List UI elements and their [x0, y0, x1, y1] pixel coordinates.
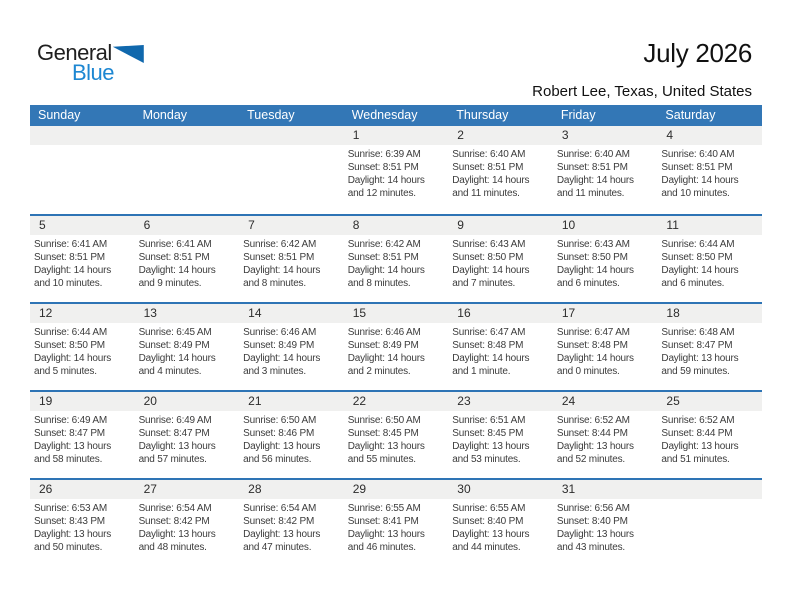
weekday-monday: Monday: [142, 108, 188, 122]
day-details: [657, 499, 762, 502]
day-number: 10: [553, 216, 658, 235]
day-number: 26: [30, 480, 135, 499]
day-number: 27: [135, 480, 240, 499]
week-row: [30, 478, 762, 566]
detail-line: and 57 minutes.: [138, 454, 207, 465]
weekday-tuesday: Tuesday: [247, 108, 295, 122]
calendar-day-cell: [135, 480, 240, 566]
day-number: [657, 480, 762, 499]
calendar-empty-cell: [30, 126, 135, 214]
day-number: 28: [239, 480, 344, 499]
detail-line: Daylight: 14 hours: [452, 265, 530, 276]
detail-line: Sunrise: 6:42 AM: [243, 239, 317, 250]
weekday-wednesday: Wednesday: [351, 108, 418, 122]
detail-line: Daylight: 13 hours: [661, 353, 739, 364]
calendar-day-cell: [657, 392, 762, 478]
detail-line: Sunset: 8:47 PM: [138, 428, 210, 439]
detail-line: Sunset: 8:41 PM: [347, 516, 419, 527]
detail-line: Sunset: 8:40 PM: [452, 516, 524, 527]
calendar-day-cell: [448, 304, 553, 390]
day-number: 8: [344, 216, 449, 235]
page-subtitle: Robert Lee, Texas, United States: [532, 83, 752, 100]
detail-line: Daylight: 13 hours: [138, 529, 216, 540]
day-details: [344, 145, 449, 200]
calendar-empty-cell: [657, 480, 762, 566]
detail-line: and 2 minutes.: [347, 366, 411, 377]
detail-line: Sunrise: 6:49 AM: [138, 415, 212, 426]
detail-line: and 43 minutes.: [556, 542, 626, 553]
day-details: [448, 235, 553, 290]
detail-line: and 11 minutes.: [452, 188, 520, 199]
day-number: 13: [135, 304, 240, 323]
calendar-day-cell: [657, 304, 762, 390]
detail-line: Daylight: 13 hours: [34, 441, 112, 452]
detail-line: Sunset: 8:50 PM: [34, 340, 105, 351]
calendar-day-cell: [135, 304, 240, 390]
detail-line: Sunset: 8:42 PM: [138, 516, 210, 527]
day-number: 1: [344, 126, 449, 145]
calendar-day-cell: [448, 480, 553, 566]
detail-line: Sunset: 8:48 PM: [452, 340, 524, 351]
day-number: [135, 126, 240, 145]
detail-line: Sunrise: 6:43 AM: [452, 239, 526, 250]
detail-line: Daylight: 13 hours: [452, 441, 530, 452]
calendar-day-cell: [448, 216, 553, 302]
detail-line: Sunset: 8:44 PM: [556, 428, 628, 439]
detail-line: and 55 minutes.: [347, 454, 416, 465]
logo-word-blue: Blue: [72, 60, 115, 85]
detail-line: Sunrise: 6:43 AM: [556, 239, 630, 250]
day-details: [344, 411, 449, 466]
day-number: 5: [30, 216, 135, 235]
detail-line: and 48 minutes.: [138, 542, 207, 553]
detail-line: Daylight: 14 hours: [347, 265, 425, 276]
day-details: [30, 323, 135, 378]
detail-line: Sunset: 8:51 PM: [138, 252, 210, 263]
day-details: [30, 235, 135, 290]
calendar-day-cell: [239, 392, 344, 478]
detail-line: Daylight: 14 hours: [243, 265, 321, 276]
detail-line: Sunrise: 6:42 AM: [347, 239, 421, 250]
detail-line: Sunrise: 6:55 AM: [452, 503, 526, 514]
day-details: [239, 411, 344, 466]
calendar-day-cell: [344, 304, 449, 390]
detail-line: and 12 minutes.: [347, 188, 416, 199]
day-details: [30, 499, 135, 554]
detail-line: Sunrise: 6:40 AM: [661, 149, 735, 160]
calendar-day-cell: [239, 480, 344, 566]
calendar-day-cell: [448, 392, 553, 478]
calendar-day-cell: [344, 480, 449, 566]
day-number: 29: [344, 480, 449, 499]
detail-line: Sunrise: 6:48 AM: [661, 327, 735, 338]
detail-line: Daylight: 13 hours: [452, 529, 530, 540]
detail-line: Sunrise: 6:55 AM: [347, 503, 421, 514]
detail-line: Sunset: 8:46 PM: [243, 428, 315, 439]
day-details: [657, 411, 762, 466]
detail-line: and 46 minutes.: [347, 542, 416, 553]
day-number: 6: [135, 216, 240, 235]
detail-line: Sunrise: 6:47 AM: [556, 327, 630, 338]
detail-line: Daylight: 14 hours: [138, 265, 216, 276]
detail-line: Sunset: 8:47 PM: [661, 340, 733, 351]
weekday-sunday: Sunday: [38, 108, 81, 122]
day-number: 7: [239, 216, 344, 235]
calendar-day-cell: [344, 216, 449, 302]
calendar-day-cell: [553, 126, 658, 214]
detail-line: Daylight: 13 hours: [347, 529, 425, 540]
detail-line: Sunset: 8:51 PM: [347, 252, 419, 263]
day-details: [239, 145, 344, 148]
calendar-day-cell: [30, 392, 135, 478]
calendar-day-cell: [344, 392, 449, 478]
detail-line: Sunset: 8:45 PM: [452, 428, 524, 439]
day-details: [553, 145, 658, 200]
day-number: 31: [553, 480, 658, 499]
detail-line: and 7 minutes.: [452, 278, 516, 289]
detail-line: Daylight: 14 hours: [661, 265, 739, 276]
detail-line: and 0 minutes.: [556, 366, 620, 377]
day-number: 24: [553, 392, 658, 411]
detail-line: Sunrise: 6:56 AM: [556, 503, 630, 514]
detail-line: and 11 minutes.: [556, 188, 625, 199]
day-details: [657, 235, 762, 290]
day-details: [553, 323, 658, 378]
calendar-day-cell: [553, 480, 658, 566]
detail-line: Sunset: 8:44 PM: [661, 428, 733, 439]
day-number: 17: [553, 304, 658, 323]
day-details: [448, 411, 553, 466]
detail-line: Daylight: 14 hours: [243, 353, 321, 364]
calendar-day-cell: [30, 216, 135, 302]
detail-line: Daylight: 13 hours: [347, 441, 425, 452]
detail-line: Daylight: 14 hours: [34, 265, 112, 276]
detail-line: and 8 minutes.: [243, 278, 306, 289]
detail-line: Sunrise: 6:52 AM: [661, 415, 735, 426]
weekday-saturday: Saturday: [665, 108, 716, 122]
detail-line: Sunrise: 6:47 AM: [452, 327, 526, 338]
day-details: [344, 323, 449, 378]
detail-line: Daylight: 14 hours: [452, 353, 530, 364]
calendar-day-cell: [135, 392, 240, 478]
detail-line: Sunset: 8:42 PM: [243, 516, 315, 527]
calendar-day-cell: [135, 216, 240, 302]
day-details: [239, 323, 344, 378]
day-number: 23: [448, 392, 553, 411]
detail-line: and 51 minutes.: [661, 454, 730, 465]
day-details: [239, 499, 344, 554]
detail-line: Sunrise: 6:46 AM: [243, 327, 317, 338]
header-block: [532, 38, 752, 100]
detail-line: Sunrise: 6:49 AM: [34, 415, 107, 426]
calendar-day-cell: [30, 304, 135, 390]
week-row: [30, 214, 762, 302]
detail-line: Sunset: 8:49 PM: [138, 340, 210, 351]
detail-line: Sunrise: 6:50 AM: [347, 415, 421, 426]
detail-line: Daylight: 14 hours: [556, 265, 634, 276]
detail-line: Daylight: 13 hours: [556, 441, 634, 452]
detail-line: Sunrise: 6:54 AM: [138, 503, 212, 514]
detail-line: Daylight: 14 hours: [347, 175, 425, 186]
calendar-day-cell: [553, 392, 658, 478]
detail-line: Daylight: 13 hours: [243, 441, 321, 452]
day-details: [135, 235, 240, 290]
detail-line: and 56 minutes.: [243, 454, 312, 465]
calendar-day-cell: [553, 216, 658, 302]
day-details: [448, 499, 553, 554]
day-details: [657, 145, 762, 200]
detail-line: Sunrise: 6:54 AM: [243, 503, 317, 514]
detail-line: Daylight: 14 hours: [661, 175, 739, 186]
day-number: 15: [344, 304, 449, 323]
day-number: 14: [239, 304, 344, 323]
day-number: 30: [448, 480, 553, 499]
detail-line: Sunset: 8:49 PM: [243, 340, 315, 351]
detail-line: Sunrise: 6:41 AM: [138, 239, 212, 250]
day-details: [135, 411, 240, 466]
detail-line: Daylight: 14 hours: [34, 353, 112, 364]
day-number: 9: [448, 216, 553, 235]
day-number: 19: [30, 392, 135, 411]
detail-line: Sunset: 8:51 PM: [556, 162, 628, 173]
week-row: [30, 126, 762, 214]
detail-line: Sunset: 8:48 PM: [556, 340, 628, 351]
detail-line: Sunrise: 6:45 AM: [138, 327, 212, 338]
weekday-header-row: [30, 105, 762, 126]
detail-line: Sunset: 8:51 PM: [661, 162, 733, 173]
detail-line: and 9 minutes.: [138, 278, 202, 289]
detail-line: and 1 minute.: [452, 366, 511, 377]
day-number: 4: [657, 126, 762, 145]
day-details: [448, 323, 553, 378]
detail-line: Sunset: 8:51 PM: [452, 162, 524, 173]
detail-line: Sunrise: 6:52 AM: [556, 415, 630, 426]
day-number: 11: [657, 216, 762, 235]
day-number: 22: [344, 392, 449, 411]
day-details: [135, 145, 240, 148]
detail-line: and 44 minutes.: [452, 542, 521, 553]
detail-line: Daylight: 13 hours: [661, 441, 739, 452]
detail-line: Sunset: 8:43 PM: [34, 516, 105, 527]
detail-line: and 10 minutes.: [34, 278, 103, 289]
calendar-day-cell: [239, 216, 344, 302]
detail-line: and 4 minutes.: [138, 366, 202, 377]
detail-line: Sunset: 8:47 PM: [34, 428, 105, 439]
day-number: 3: [553, 126, 658, 145]
detail-line: and 6 minutes.: [661, 278, 725, 289]
weekday-thursday: Thursday: [456, 108, 509, 122]
detail-line: and 52 minutes.: [556, 454, 626, 465]
detail-line: Sunrise: 6:50 AM: [243, 415, 317, 426]
day-number: 21: [239, 392, 344, 411]
detail-line: Daylight: 14 hours: [347, 353, 425, 364]
detail-line: Sunset: 8:49 PM: [347, 340, 419, 351]
calendar-empty-cell: [239, 126, 344, 214]
detail-line: and 10 minutes.: [661, 188, 730, 199]
detail-line: Sunset: 8:51 PM: [34, 252, 105, 263]
detail-line: Daylight: 13 hours: [138, 441, 216, 452]
detail-line: and 6 minutes.: [556, 278, 620, 289]
page-title: July 2026: [643, 38, 752, 68]
calendar-day-cell: [30, 480, 135, 566]
detail-line: Sunset: 8:50 PM: [661, 252, 733, 263]
detail-line: Sunrise: 6:51 AM: [452, 415, 526, 426]
calendar-day-cell: [657, 126, 762, 214]
day-details: [344, 235, 449, 290]
day-details: [448, 145, 553, 200]
calendar-empty-cell: [135, 126, 240, 214]
day-number: 25: [657, 392, 762, 411]
day-details: [30, 145, 135, 148]
detail-line: Daylight: 13 hours: [34, 529, 112, 540]
detail-line: Sunrise: 6:46 AM: [347, 327, 421, 338]
detail-line: and 50 minutes.: [34, 542, 103, 553]
detail-line: Daylight: 14 hours: [556, 353, 634, 364]
general-blue-logo: [37, 42, 144, 84]
day-details: [135, 499, 240, 554]
detail-line: Sunset: 8:40 PM: [556, 516, 628, 527]
calendar: [30, 105, 762, 566]
calendar-day-cell: [448, 126, 553, 214]
day-number: 18: [657, 304, 762, 323]
detail-line: Sunset: 8:45 PM: [347, 428, 419, 439]
detail-line: Sunrise: 6:40 AM: [452, 149, 526, 160]
detail-line: Daylight: 14 hours: [138, 353, 216, 364]
calendar-day-cell: [553, 304, 658, 390]
detail-line: Sunrise: 6:44 AM: [34, 327, 107, 338]
detail-line: Sunrise: 6:39 AM: [347, 149, 421, 160]
day-details: [239, 235, 344, 290]
week-row: [30, 302, 762, 390]
detail-line: Daylight: 14 hours: [556, 175, 634, 186]
day-details: [553, 235, 658, 290]
calendar-day-cell: [239, 304, 344, 390]
day-number: 20: [135, 392, 240, 411]
detail-line: Sunset: 8:50 PM: [452, 252, 524, 263]
day-number: [30, 126, 135, 145]
day-details: [30, 411, 135, 466]
day-details: [553, 411, 658, 466]
detail-line: Sunrise: 6:41 AM: [34, 239, 107, 250]
detail-line: Sunrise: 6:53 AM: [34, 503, 107, 514]
day-number: [239, 126, 344, 145]
detail-line: and 5 minutes.: [34, 366, 97, 377]
day-details: [553, 499, 658, 554]
day-details: [657, 323, 762, 378]
detail-line: Sunrise: 6:44 AM: [661, 239, 735, 250]
logo-word-general: General: [37, 40, 112, 65]
detail-line: Sunset: 8:50 PM: [556, 252, 628, 263]
calendar-day-cell: [657, 216, 762, 302]
day-details: [135, 323, 240, 378]
detail-line: Daylight: 13 hours: [243, 529, 321, 540]
logo-triangle-icon: [113, 45, 144, 63]
detail-line: Sunset: 8:51 PM: [243, 252, 315, 263]
detail-line: and 8 minutes.: [347, 278, 411, 289]
detail-line: and 3 minutes.: [243, 366, 306, 377]
day-number: 12: [30, 304, 135, 323]
detail-line: and 59 minutes.: [661, 366, 730, 377]
week-row: [30, 390, 762, 478]
day-number: 2: [448, 126, 553, 145]
detail-line: and 53 minutes.: [452, 454, 521, 465]
detail-line: Sunrise: 6:40 AM: [556, 149, 630, 160]
calendar-weeks: [30, 126, 762, 566]
day-details: [344, 499, 449, 554]
detail-line: Daylight: 13 hours: [556, 529, 634, 540]
calendar-day-cell: [344, 126, 449, 214]
detail-line: and 58 minutes.: [34, 454, 103, 465]
day-number: 16: [448, 304, 553, 323]
detail-line: and 47 minutes.: [243, 542, 312, 553]
detail-line: Sunset: 8:51 PM: [347, 162, 419, 173]
weekday-friday: Friday: [560, 108, 596, 122]
detail-line: Daylight: 14 hours: [452, 175, 530, 186]
